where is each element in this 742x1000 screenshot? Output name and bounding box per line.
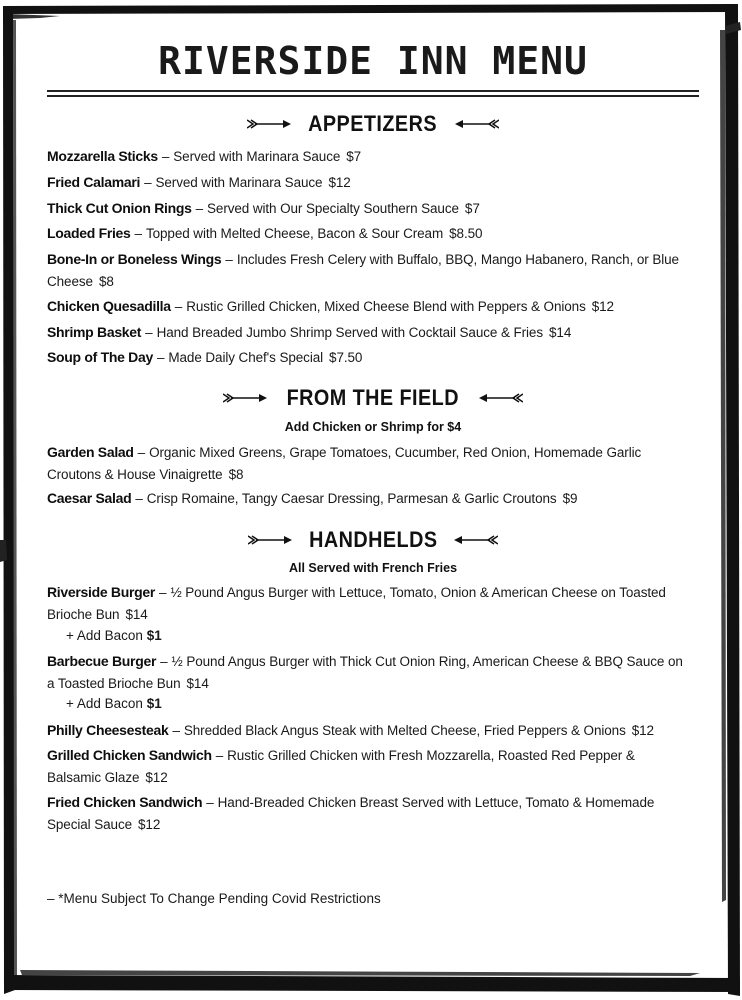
item-dash: –: [135, 491, 143, 506]
addon-price: $1: [146, 696, 162, 711]
field-title: FROM THE FIELD: [286, 385, 460, 410]
item-dash: –: [160, 654, 168, 669]
item-price: $14: [549, 325, 572, 340]
item-name: Mozzarella Sticks: [47, 148, 158, 164]
item-description: Served with Marinara Sauce: [155, 175, 323, 190]
handhelds-heading: [47, 526, 699, 554]
item-description: Shredded Black Angus Steak with Melted Cheese, Fried Peppers & Onions: [183, 723, 626, 738]
menu-item: [47, 171, 692, 194]
arrow-right-icon: [248, 534, 292, 546]
item-price: $9: [562, 491, 578, 506]
item-name: Caesar Salad: [47, 490, 132, 506]
item-dash: –: [159, 585, 167, 600]
menu-item: [47, 346, 692, 369]
addon-line: [66, 694, 162, 714]
item-price: $12: [591, 299, 614, 314]
item-name: Loaded Fries: [47, 225, 131, 241]
item-price: $8: [98, 274, 114, 289]
field-subtitle: Add Chicken or Shrimp for $4: [284, 420, 462, 434]
item-name: Soup of The Day: [47, 349, 153, 365]
item-dash: –: [156, 350, 165, 365]
item-description: Rustic Grilled Chicken, Mixed Cheese Blend with Peppers & Onions: [186, 299, 586, 314]
title-divider-top: [47, 90, 699, 92]
arrow-left-icon: [455, 118, 499, 130]
item-description: ½ Pound Angus Burger with Thick Cut Onion Ring, American Cheese & BBQ Sauce on a Toasted Brioche Bun: [47, 654, 683, 691]
item-dash: –: [172, 723, 180, 738]
item-name: Riverside Burger: [47, 584, 156, 600]
menu-item: [47, 441, 692, 486]
item-price: $12: [145, 770, 168, 785]
item-name: Thick Cut Onion Rings: [47, 200, 192, 216]
item-description: Topped with Melted Cheese, Bacon & Sour Cream: [145, 226, 444, 241]
item-description: Made Daily Chef's Special: [168, 350, 324, 365]
item-name: Garden Salad: [47, 444, 134, 460]
appetizers-title: APPETIZERS: [308, 111, 438, 136]
item-name: Chicken Quesadilla: [47, 298, 171, 314]
menu-item: [47, 744, 692, 789]
handhelds-title: HANDHELDS: [308, 527, 438, 552]
item-price: $12: [631, 723, 654, 738]
item-description: ½ Pound Angus Burger with Lettuce, Tomato, Onion & American Cheese on Toasted Brioche Bun: [47, 585, 666, 622]
arrow-left-icon: [454, 534, 498, 546]
item-dash: –: [174, 299, 183, 314]
item-price: $8.50: [449, 226, 483, 241]
item-description: Hand Breaded Jumbo Shrimp Served with Cocktail Sauce & Fries: [156, 325, 543, 340]
item-price: $8: [228, 467, 244, 482]
menu-title: RIVERSIDE INN MENU: [158, 39, 588, 83]
item-dash: –: [215, 748, 224, 763]
item-name: Fried Chicken Sandwich: [47, 794, 203, 810]
menu-item: [47, 321, 692, 344]
covid-footnote: – *Menu Subject To Change Pending Covid Restrictions: [47, 891, 381, 906]
menu-item: [47, 295, 692, 318]
item-price: $12: [328, 175, 351, 190]
item-dash: –: [144, 175, 152, 190]
item-name: Grilled Chicken Sandwich: [47, 747, 212, 763]
item-description: Includes Fresh Celery with Buffalo, BBQ, Mango Habanero, Ranch, or Blue Cheese: [47, 252, 679, 289]
menu-item: [47, 791, 692, 836]
item-price: $7.50: [329, 350, 363, 365]
item-dash: –: [161, 149, 170, 164]
menu-item: [47, 650, 692, 695]
field-heading: [47, 384, 699, 412]
appetizers-heading: [47, 110, 699, 138]
menu-item: [47, 719, 692, 742]
menu-item: [47, 222, 692, 245]
item-name: Barbecue Burger: [47, 653, 157, 669]
addon-label: + Add Bacon: [66, 696, 143, 711]
item-name: Fried Calamari: [47, 174, 141, 190]
item-description: Served with Our Specialty Southern Sauce: [207, 201, 459, 216]
item-dash: –: [145, 325, 153, 340]
item-description: Crisp Romaine, Tangy Caesar Dressing, Parmesan & Garlic Croutons: [146, 491, 557, 506]
menu-item: [47, 581, 692, 626]
addon-line: [66, 626, 162, 646]
title-divider-bottom: [47, 95, 699, 97]
item-price: $12: [138, 817, 161, 832]
item-name: Philly Cheesesteak: [47, 722, 169, 738]
item-dash: –: [206, 795, 214, 810]
item-price: $14: [186, 676, 209, 691]
item-dash: –: [195, 201, 204, 216]
addon-price: $1: [146, 628, 162, 643]
arrow-left-icon: [479, 392, 523, 404]
menu-item: [47, 197, 692, 220]
arrow-right-icon: [223, 392, 267, 404]
menu-item: [47, 487, 692, 510]
arrow-right-icon: [247, 118, 291, 130]
menu-item: [47, 248, 692, 293]
item-description: Organic Mixed Greens, Grape Tomatoes, Cucumber, Red Onion, Homemade Garlic Croutons & House Vinaigrette: [47, 445, 642, 482]
handhelds-subtitle: All Served with French Fries: [288, 561, 458, 575]
item-dash: –: [137, 445, 146, 460]
item-dash: –: [134, 226, 142, 241]
item-description: Rustic Grilled Chicken with Fresh Mozzarella, Roasted Red Pepper & Balsamic Glaze: [47, 748, 635, 785]
item-price: $7: [346, 149, 362, 164]
item-dash: –: [225, 252, 233, 267]
item-name: Bone-In or Boneless Wings: [47, 251, 222, 267]
item-description: Hand-Breaded Chicken Breast Served with Lettuce, Tomato & Homemade Special Sauce: [47, 795, 655, 832]
menu-item: [47, 145, 692, 168]
item-price: $7: [464, 201, 480, 216]
item-name: Shrimp Basket: [47, 324, 142, 340]
item-description: Served with Marinara Sauce: [173, 149, 341, 164]
item-price: $14: [125, 607, 148, 622]
addon-label: + Add Bacon: [66, 628, 143, 643]
